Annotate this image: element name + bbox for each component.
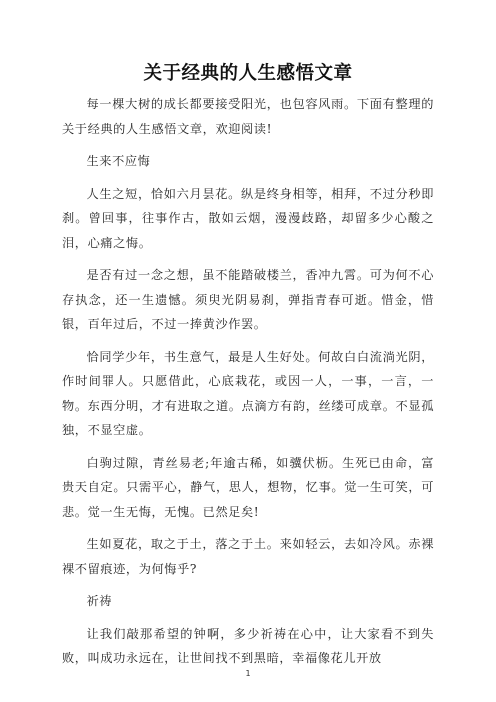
section-heading: 生来不应悔 — [86, 154, 151, 168]
body-paragraph: 让我们敲那希望的钟啊，多少祈祷在心中，让大家看不到失败，叫成功永远在，让世间找不到黑暗，幸福像花儿开放 — [62, 626, 434, 665]
body-paragraph: 生如夏花，取之于土，落之于土。来如轻云，去如冷风。赤裸裸不留痕迹，为何悔乎? — [62, 537, 434, 576]
article-title: 关于经典的人生感悟文章 — [143, 63, 353, 84]
body-paragraph: 人生之短，恰如六月昙花。纵是终身相等，相拜，不过分秒即刹。曾回事，往事作古，散如云烟，漫漫歧路，却留多少心酸之泪，心痛之悔。 — [62, 186, 434, 250]
body-paragraph: 白驹过隙，青丝易老;年逾古稀，如骥伏枥。生死已由命，富贵天自定。只需平心，静气，思人，想物，忆事。觉一生可笑，可悲。觉一生无悔，无愧。已然足矣! — [62, 455, 434, 519]
body-paragraph: 是否有过一念之想，虽不能踏破楼兰，香冲九霄。可为何不心存执念，还一生遗憾。须臾光阴易刹，弹指青春可逝。惜金，惜银，百年过后，不过一捧黄沙作罢。 — [62, 268, 434, 331]
page-number: 1 — [245, 669, 251, 678]
body-paragraph: 恰同学少年，书生意气，最是人生好处。何故白白流淌光阴，作时间罪人。只愿借此，心底栽花，或因一人，一事，一言，一物。东西分明，才有进取之道。点滴方有韵，丝缕可成章。不显孤独，不显空虚。 — [62, 349, 434, 437]
intro-paragraph: 每一棵大树的成长都要接受阳光，也包容风雨。下面有整理的关于经典的人生感悟文章，欢迎阅读! — [62, 97, 434, 136]
section-heading: 祈祷 — [86, 594, 113, 608]
article-body — [62, 92, 434, 679]
